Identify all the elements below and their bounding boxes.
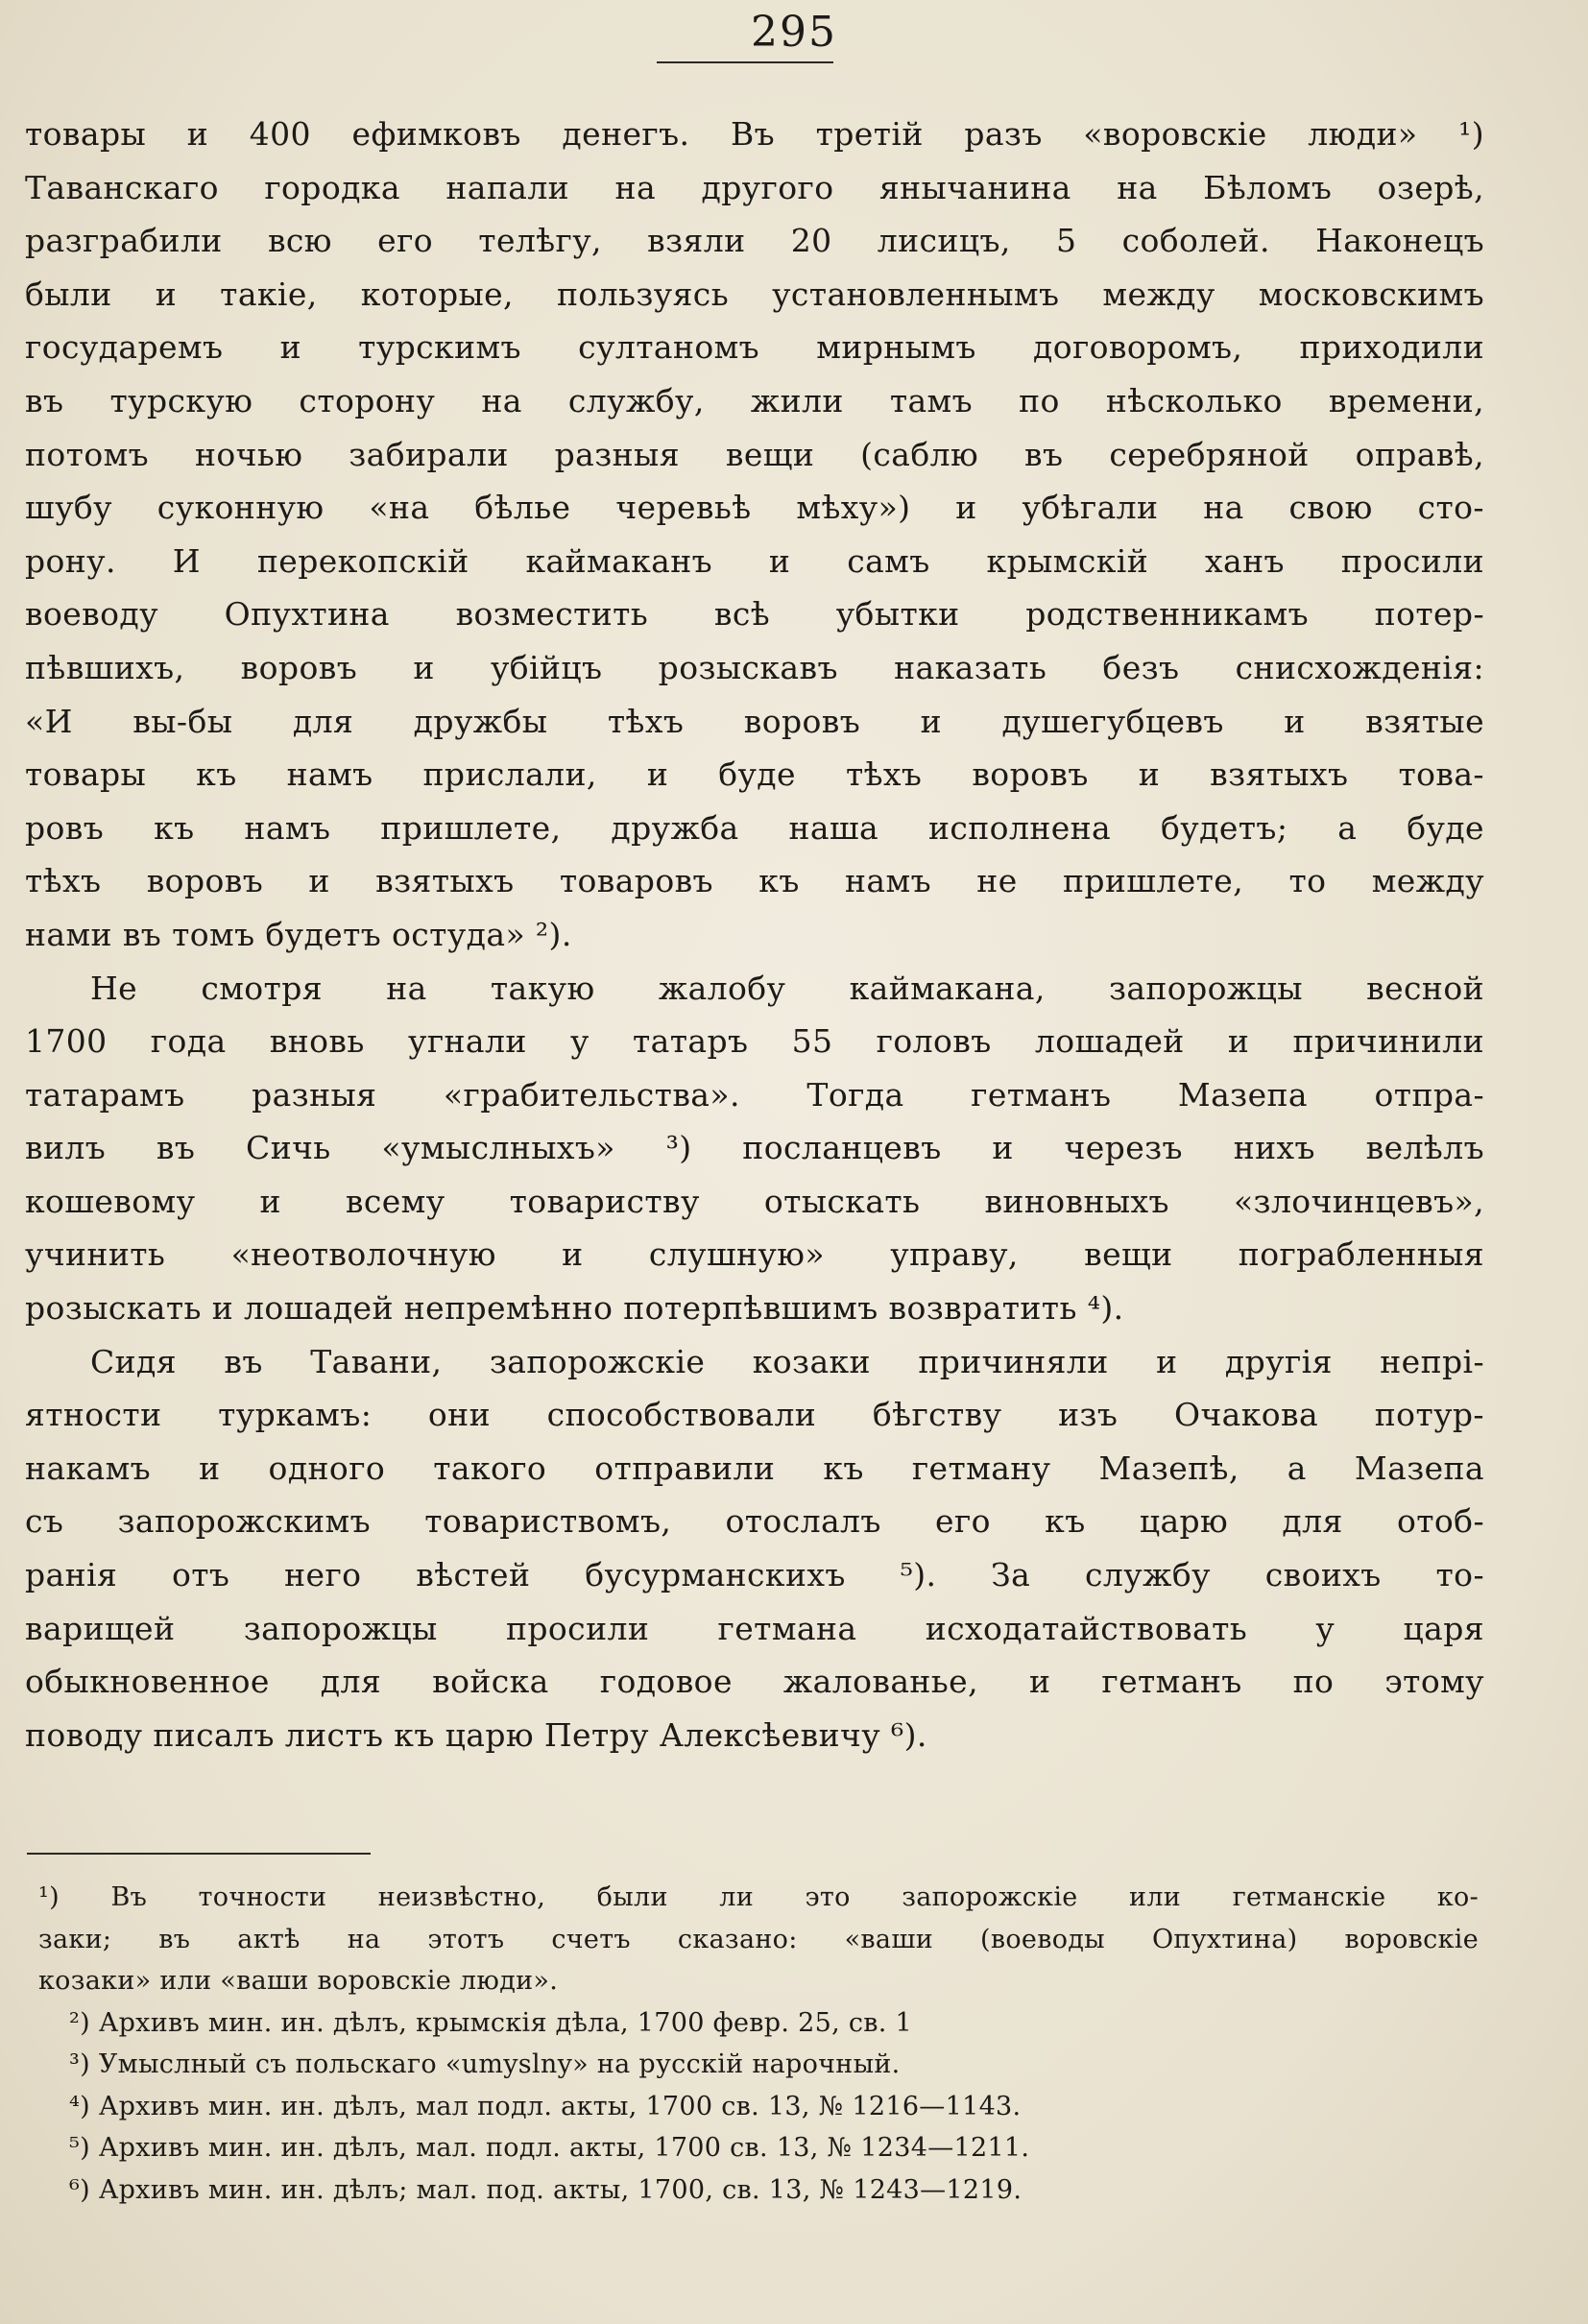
text-line: шубу суконную «на бѣлье черевьѣ мѣху») и убѣгали на свою сто- bbox=[25, 489, 1484, 527]
footnote-line: ³) Умыслный съ польскаго «umyslny» на русскій нарочный. bbox=[69, 2049, 901, 2079]
text-line: тѣхъ воровъ и взятыхъ товаровъ къ намъ не пришлете, то между bbox=[25, 862, 1484, 900]
text-line: татарамъ разныя «грабительства». Тогда гетманъ Мазепа отпра- bbox=[25, 1075, 1484, 1114]
text-line: товары къ намъ прислали, и буде тѣхъ воровъ и взятыхъ това- bbox=[25, 755, 1484, 794]
main-text bbox=[25, 108, 1484, 1761]
footnote-line: ⁶) Архивъ мин. ин. дѣлъ; мал. под. акты, 1700, св. 13, № 1243—1219. bbox=[69, 2174, 1023, 2205]
text-line: потомъ ночью забирали разныя вещи (саблю въ серебряной оправѣ, bbox=[25, 435, 1484, 473]
text-line: государемъ и турскимъ султаномъ мирнымъ договоромъ, приходили bbox=[25, 328, 1484, 367]
text-line: накамъ и одного такого отправили къ гетману Мазепѣ, а Мазепа bbox=[25, 1449, 1484, 1487]
page-number-rule bbox=[657, 61, 833, 63]
text-line: учинить «неотволочную и слушную» управу, вещи пограбленныя bbox=[25, 1235, 1484, 1274]
text-line: вилъ въ Сичь «умыслныхъ» ³) посланцевъ и черезъ нихъ велѣлъ bbox=[25, 1129, 1484, 1167]
text-line: кошевому и всему товариству отыскать виновныхъ «злочинцевъ», bbox=[25, 1182, 1484, 1220]
text-line: нами въ томъ будетъ остуда» ²). bbox=[25, 915, 572, 953]
text-line: ранія отъ него вѣстей бусурманскихъ ⁵). За службу своихъ то- bbox=[25, 1556, 1484, 1594]
footnote-line: ²) Архивъ мин. ин. дѣлъ, крымскія дѣла, 1700 февр. 25, св. 1 bbox=[69, 2007, 913, 2038]
text-line: съ запорожскимъ товариствомъ, отослалъ его къ царю для отоб- bbox=[25, 1502, 1484, 1541]
text-line: 1700 года вновь угнали у татаръ 55 головъ лошадей и причинили bbox=[25, 1022, 1484, 1061]
text-line: въ турскую сторону на службу, жили тамъ по нѣсколько времени, bbox=[25, 381, 1484, 419]
text-line: поводу писалъ листъ къ царю Петру Алексѣевичу ⁶). bbox=[25, 1715, 927, 1754]
text-line: Таванскаго городка напали на другого янычанина на Бѣломъ озерѣ, bbox=[25, 168, 1484, 206]
text-line: варищей запорожцы просили гетмана исходатайствовать у царя bbox=[25, 1609, 1484, 1647]
footnote-line: козаки» или «ваши воровскіе люди». bbox=[38, 1966, 559, 1996]
footnote-line: ¹) Въ точности неизвѣстно, были ли это запорожскіе или гетманскіе ко- bbox=[38, 1882, 1479, 1912]
text-line: Не смотря на такую жалобу каймакана, запорожцы весной bbox=[90, 969, 1484, 1007]
text-line: товары и 400 ефимковъ денегъ. Въ третій разъ «воровскіе люди» ¹) bbox=[25, 115, 1484, 153]
footnote-line: ⁵) Архивъ мин. ин. дѣлъ, мал. подл. акты, 1700 св. 13, № 1234—1211. bbox=[69, 2133, 1030, 2163]
footnote-line: ⁴) Архивъ мин. ин. дѣлъ, мал подл. акты, 1700 св. 13, № 1216—1143. bbox=[69, 2091, 1022, 2121]
footnotes bbox=[38, 1877, 1479, 2211]
text-line: рону. И перекопскій каймаканъ и самъ крымскій ханъ просили bbox=[25, 541, 1484, 580]
text-line: были и такіе, которые, пользуясь установленнымъ между московскимъ bbox=[25, 275, 1484, 313]
text-line: разграбили всю его телѣгу, взяли 20 лисицъ, 5 соболей. Наконецъ bbox=[25, 222, 1484, 260]
text-line: воеводу Опухтина возместить всѣ убытки родственникамъ потер- bbox=[25, 595, 1484, 634]
text-line: Сидя въ Тавани, запорожскіе козаки причиняли и другія непрі- bbox=[90, 1342, 1484, 1380]
footnote-separator bbox=[27, 1853, 371, 1855]
text-line: ровъ къ намъ пришлете, дружба наша исполнена будетъ; а буде bbox=[25, 808, 1484, 847]
text-line: обыкновенное для войска годовое жалованье, и гетманъ по этому bbox=[25, 1663, 1484, 1701]
footnote-line: заки; въ актѣ на этотъ счетъ сказано: «ваши (воеводы Опухтина) воровскіе bbox=[38, 1924, 1479, 1954]
page-number: 295 bbox=[751, 8, 837, 57]
text-line: «И вы-бы для дружбы тѣхъ воровъ и душегубцевъ и взятые bbox=[25, 702, 1484, 740]
text-line: пѣвшихъ, воровъ и убійцъ розыскавъ наказать безъ снисхожденія: bbox=[25, 648, 1484, 686]
text-line: розыскать и лошадей непремѣнно потерпѣвшимъ возвратить ⁴). bbox=[25, 1289, 1124, 1328]
text-line: ятности туркамъ: они способствовали бѣгству изъ Очакова потур- bbox=[25, 1396, 1484, 1434]
